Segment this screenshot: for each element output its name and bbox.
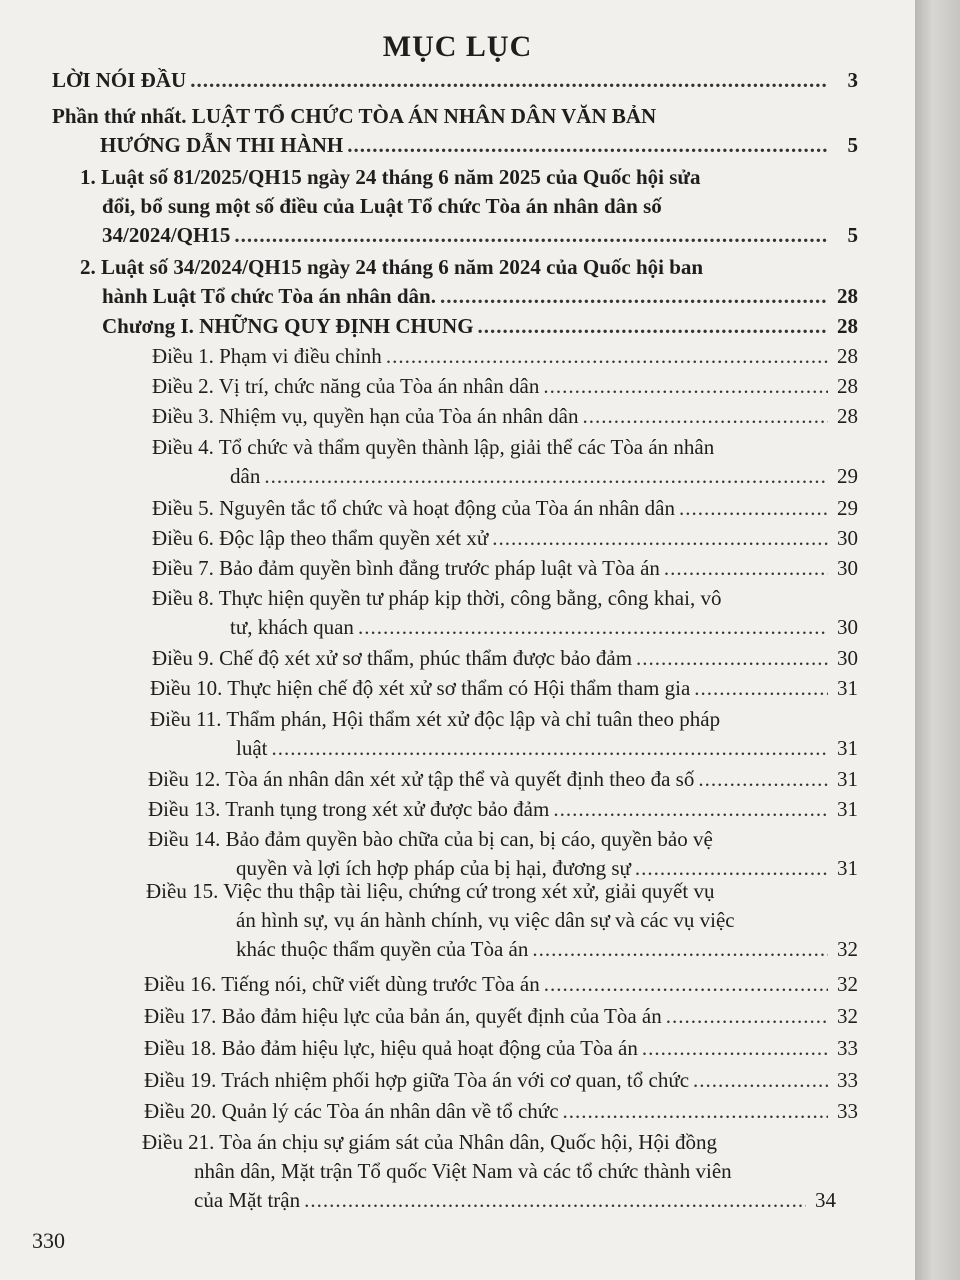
toc-entry-article-8[interactable] [152,584,858,642]
toc-entry-text: Điều 8. Thực hiện quyền tư pháp kịp thời, công bằng, công khai, vô [152,586,722,610]
toc-entry-text: Điều 4. Tổ chức và thẩm quyền thành lập, giải thể các Tòa án nhân [152,435,715,459]
toc-entry-law-34[interactable] [80,253,858,311]
toc-entry-text: 2. Luật số 34/2024/QH15 ngày 24 tháng 6 năm 2024 của Quốc hội ban [80,255,704,279]
toc-entry-article-13[interactable] [148,795,858,824]
dot-leader [304,1186,806,1215]
toc-entry-text: HƯỚNG DẪN THI HÀNH [100,133,344,157]
toc-entry-text: Điều 14. Bảo đảm quyền bào chữa của bị can, bị cáo, quyền bảo vệ [148,827,713,851]
toc-entry-preface[interactable] [52,66,858,95]
toc-entry-text: dân [230,464,261,488]
toc-page-number: 32 [837,937,858,961]
toc-page-number: 31 [837,676,858,700]
toc-entry-text: Điều 6. Độc lập theo thẩm quyền xét xử [152,526,489,550]
toc-entry-text: Điều 19. Trách nhiệm phối hợp giữa Tòa án với cơ quan, tổ chức [144,1068,690,1092]
toc-entry-text: Điều 17. Bảo đảm hiệu lực của bản án, quyết định của Tòa án [144,1004,662,1028]
toc-entry-chapter-1[interactable] [102,312,858,341]
toc-page-number: 5 [847,133,858,157]
toc-entry-text: LỜI NÓI ĐẦU [52,68,187,92]
toc-entry-article-16[interactable] [144,970,858,999]
toc-page-number: 30 [837,615,858,639]
dot-leader [544,970,828,999]
toc-page-number: 28 [837,404,858,428]
dot-leader [234,221,828,250]
toc-entry-text: Điều 13. Tranh tụng trong xét xử được bảo đảm [148,797,550,821]
toc-entry-article-12[interactable] [148,765,858,794]
page-number: 330 [32,1228,65,1253]
dot-leader [583,402,829,431]
dot-leader [636,644,828,673]
toc-entry-article-15[interactable] [146,877,858,964]
toc-entry-text: Điều 12. Tòa án nhân dân xét xử tập thể và quyết định theo đa số [148,767,695,791]
toc-entry-article-11[interactable] [150,705,858,763]
dot-leader [679,494,828,523]
toc-entry-text: Điều 3. Nhiệm vụ, quyền hạn của Tòa án nhân dân [152,404,579,428]
dot-leader [478,312,828,341]
toc-page-number: 30 [837,556,858,580]
toc-page-number: 31 [837,736,858,760]
toc-page-number: 28 [837,374,858,398]
toc-page-number: 32 [837,1004,858,1028]
dot-leader [347,131,828,160]
toc-entry-article-2[interactable] [152,372,858,401]
dot-leader [440,282,828,311]
toc-entry-text: tư, khách quan [230,615,354,639]
toc-entry-article-14[interactable] [148,825,858,883]
toc-page-number: 5 [847,223,858,247]
dot-leader [492,524,828,553]
toc-page-number: 28 [837,344,858,368]
toc-page-number: 29 [837,464,858,488]
toc-entry-article-10[interactable] [150,674,858,703]
toc-entry-part-one[interactable] [52,102,858,160]
toc-page-number: 28 [837,314,858,338]
toc-entry-text: nhân dân, Mặt trận Tổ quốc Việt Nam và các tổ chức thành viên [194,1159,732,1183]
toc-entry-text: Điều 10. Thực hiện chế độ xét xử sơ thẩm có Hội thẩm tham gia [150,676,691,700]
dot-leader [532,935,828,964]
toc-entry-text: Điều 7. Bảo đảm quyền bình đẳng trước pháp luật và Tòa án [152,556,660,580]
toc-entry-text: khác thuộc thẩm quyền của Tòa án [236,937,529,961]
dot-leader [190,66,828,95]
dot-leader [264,462,828,491]
toc-entry-article-18[interactable] [144,1034,858,1063]
toc-entry-text: Phần thứ nhất. LUẬT TỔ CHỨC TÒA ÁN NHÂN DÂN VĂN BẢN [52,104,657,128]
toc-page-number: 31 [837,767,858,791]
dot-leader [694,674,828,703]
dot-leader [693,1066,828,1095]
toc-entry-text: Điều 16. Tiếng nói, chữ viết dùng trước Tòa án [144,972,540,996]
toc-entry-text: hành Luật Tổ chức Tòa án nhân dân. [102,284,436,308]
toc-page-number: 29 [837,496,858,520]
toc-page-number: 34 [815,1188,836,1212]
dot-leader [543,372,828,401]
toc-entry-article-21[interactable] [142,1128,836,1215]
dot-leader [386,342,828,371]
dot-leader [698,765,828,794]
toc-entry-article-1[interactable] [152,342,858,371]
toc-entry-text: Chương I. NHỮNG QUY ĐỊNH CHUNG [102,314,474,338]
toc-entry-text: Điều 1. Phạm vi điều chỉnh [152,344,382,368]
toc-page-number: 31 [837,797,858,821]
toc-entry-text: Điều 11. Thẩm phán, Hội thẩm xét xử độc lập và chỉ tuân theo pháp [150,707,721,731]
toc-entry-text: 34/2024/QH15 [102,223,231,247]
toc-entry-text: Điều 21. Tòa án chịu sự giám sát của Nhân dân, Quốc hội, Hội đồng [142,1130,717,1154]
toc-page-number: 3 [847,68,858,92]
toc-page-number: 30 [837,646,858,670]
toc-entry-article-4[interactable] [152,433,858,491]
toc-page-number: 32 [837,972,858,996]
dot-leader [553,795,828,824]
toc-entry-article-7[interactable] [152,554,858,583]
toc-entry-text: của Mặt trận [194,1188,301,1212]
toc-page-number: 33 [837,1099,858,1123]
dot-leader [666,1002,828,1031]
toc-page-number: 30 [837,526,858,550]
toc-page-number: 33 [837,1068,858,1092]
toc-entry-text: đổi, bổ sung một số điều của Luật Tổ chức Tòa án nhân dân số [102,194,662,218]
toc-entry-text: Điều 20. Quản lý các Tòa án nhân dân về tổ chức [144,1099,559,1123]
page-edge [915,0,960,1280]
toc-entry-text: luật [236,736,268,760]
toc-entry-text: Điều 9. Chế độ xét xử sơ thẩm, phúc thẩm được bảo đảm [152,646,633,670]
toc-entry-text: Điều 2. Vị trí, chức năng của Tòa án nhân dân [152,374,540,398]
dot-leader [642,1034,828,1063]
toc-entry-text: Điều 15. Việc thu thập tài liệu, chứng cứ trong xét xử, giải quyết vụ [146,879,715,903]
dot-leader [563,1097,828,1126]
toc-entry-article-9[interactable] [152,644,858,673]
toc-entry-article-19[interactable] [144,1066,858,1095]
toc-entry-text: quyền và lợi ích hợp pháp của bị hại, đương sự [236,856,631,880]
toc-entry-article-6[interactable] [152,524,858,553]
page-title: MỤC LỤC [382,30,533,63]
toc-entry-law-81[interactable] [80,163,858,250]
toc-entry-text: Điều 5. Nguyên tắc tổ chức và hoạt động của Tòa án nhân dân [152,496,675,520]
toc-page-number: 31 [837,856,858,880]
toc-page-number: 28 [837,284,858,308]
toc-entry-article-17[interactable] [144,1002,858,1031]
dot-leader [272,734,829,763]
toc-entry-text: án hình sự, vụ án hành chính, vụ việc dân sự và các vụ việc [236,908,735,932]
toc-entry-article-5[interactable] [152,494,858,523]
toc-entry-text: 1. Luật số 81/2025/QH15 ngày 24 tháng 6 năm 2025 của Quốc hội sửa [80,165,701,189]
dot-leader [358,613,828,642]
toc-entry-article-20[interactable] [144,1097,858,1126]
toc-entry-article-3[interactable] [152,402,858,431]
toc-entry-text: Điều 18. Bảo đảm hiệu lực, hiệu quả hoạt động của Tòa án [144,1036,638,1060]
toc-page-number: 33 [837,1036,858,1060]
dot-leader [664,554,828,583]
